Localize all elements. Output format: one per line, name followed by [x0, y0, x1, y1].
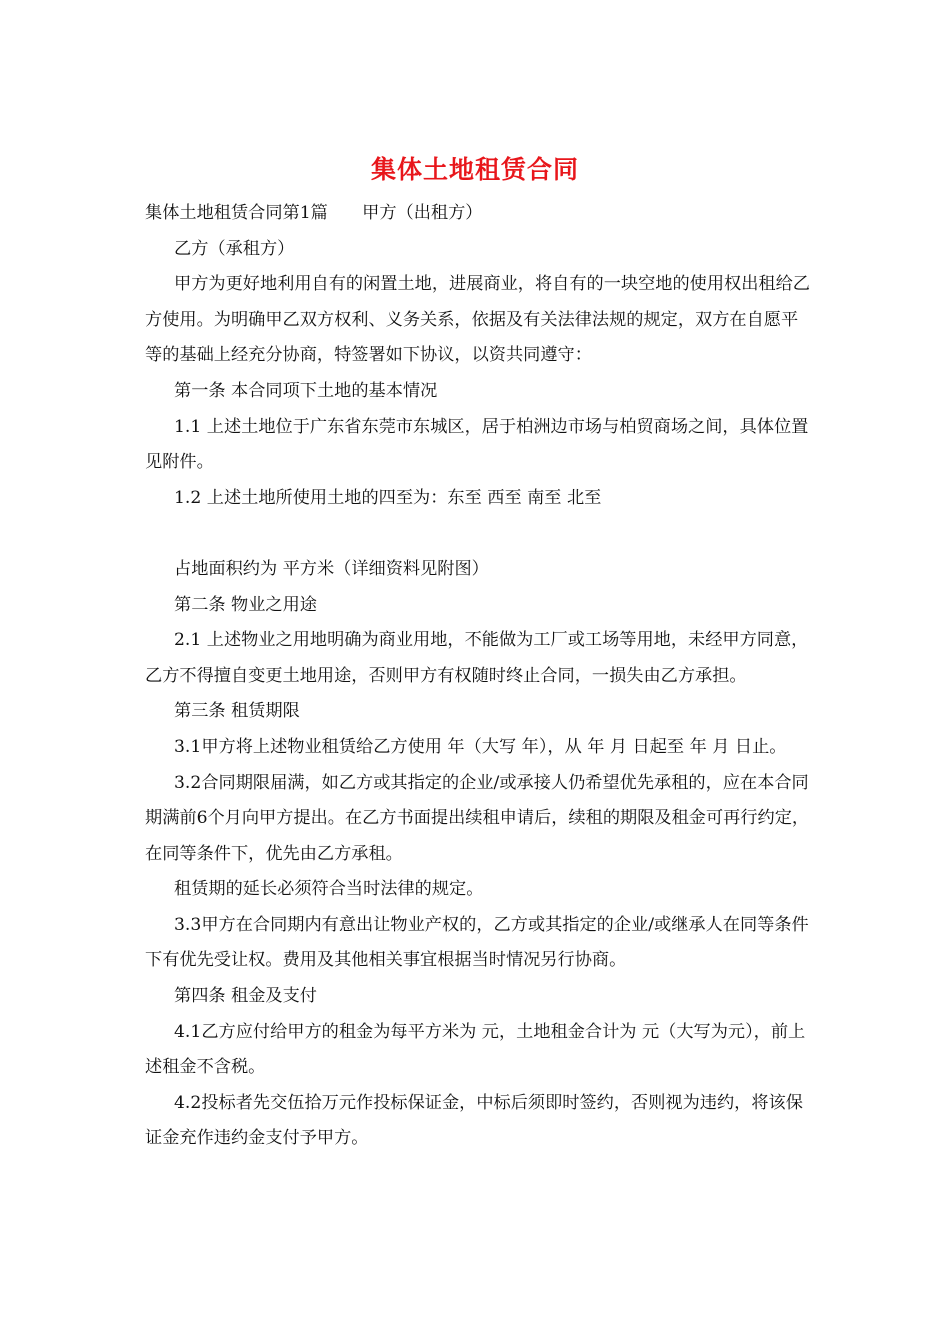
- paragraph: 4.2投标者先交伍拾万元作投标保证金，中标后须即时签约，否则视为违约，将该保证金充作违约金支付予甲方。: [145, 1092, 803, 1149]
- blank-line: [145, 516, 815, 552]
- document-title: 集体土地租赁合同: [370, 155, 579, 184]
- section-heading: 第一条 本合同项下土地的基本情况: [174, 380, 438, 401]
- paragraph: 4.1乙方应付给甲方的租金为每平方米为 元，土地租金合计为 元（大写为元），前上述租金不含税。: [145, 1021, 806, 1078]
- paragraph: 1.2 上述土地所使用土地的四至为：东至 西至 南至 北至: [174, 487, 602, 508]
- paragraph: 3.3甲方在合同期内有意出让物业产权的，乙方或其指定的企业/或继承人在同等条件下有优先受让权。费用及其他相关事宜根据当时情况另行协商。: [145, 914, 809, 971]
- paragraph: 3.2合同期限届满，如乙方或其指定的企业/或承接人仍希望优先承租的，应在本合同期满前6个月向甲方提出。在乙方书面提出续租申请后，续租的期限及租金可再行约定，在同等条件下，优先由乙方承租。: [145, 772, 810, 864]
- paragraph: 3.1甲方将上述物业租赁给乙方使用 年（大写 年），从 年 月 日起至 年 月 日止。: [174, 736, 787, 757]
- paragraph: 乙方（承租方）: [174, 238, 295, 259]
- paragraph: 租赁期的延长必须符合当时法律的规定。: [174, 879, 484, 900]
- section-heading: 第四条 租金及支付: [174, 986, 317, 1007]
- paragraph: 甲方为更好地利用自有的闲置土地，进展商业，将自有的一块空地的使用权出租给乙方使用。为明确甲乙双方权利、义务关系，依据及有关法律法规的规定，双方在自愿平等的基础上经充分协商，特签署如下协议，以资共同遵守：: [145, 274, 810, 366]
- paragraph: 集体土地租赁合同第1篇 甲方（出租方）: [145, 203, 483, 223]
- section-heading: 第三条 租赁期限: [174, 701, 300, 722]
- paragraph: 2.1 上述物业之用地明确为商业用地，不能做为工厂或工场等用地，未经甲方同意，乙方不得擅自变更土地用途，否则甲方有权随时终止合同，一损失由乙方承担。: [145, 630, 809, 686]
- paragraph: 1.1 上述土地位于广东省东莞市东城区，居于柏洲边市场与柏贸商场之间，具体位置见附件。: [145, 416, 809, 473]
- section-heading: 第二条 物业之用途: [174, 594, 317, 615]
- document-body: [145, 196, 815, 1157]
- paragraph: 占地面积约为 平方米（详细资料见附图）: [174, 558, 489, 579]
